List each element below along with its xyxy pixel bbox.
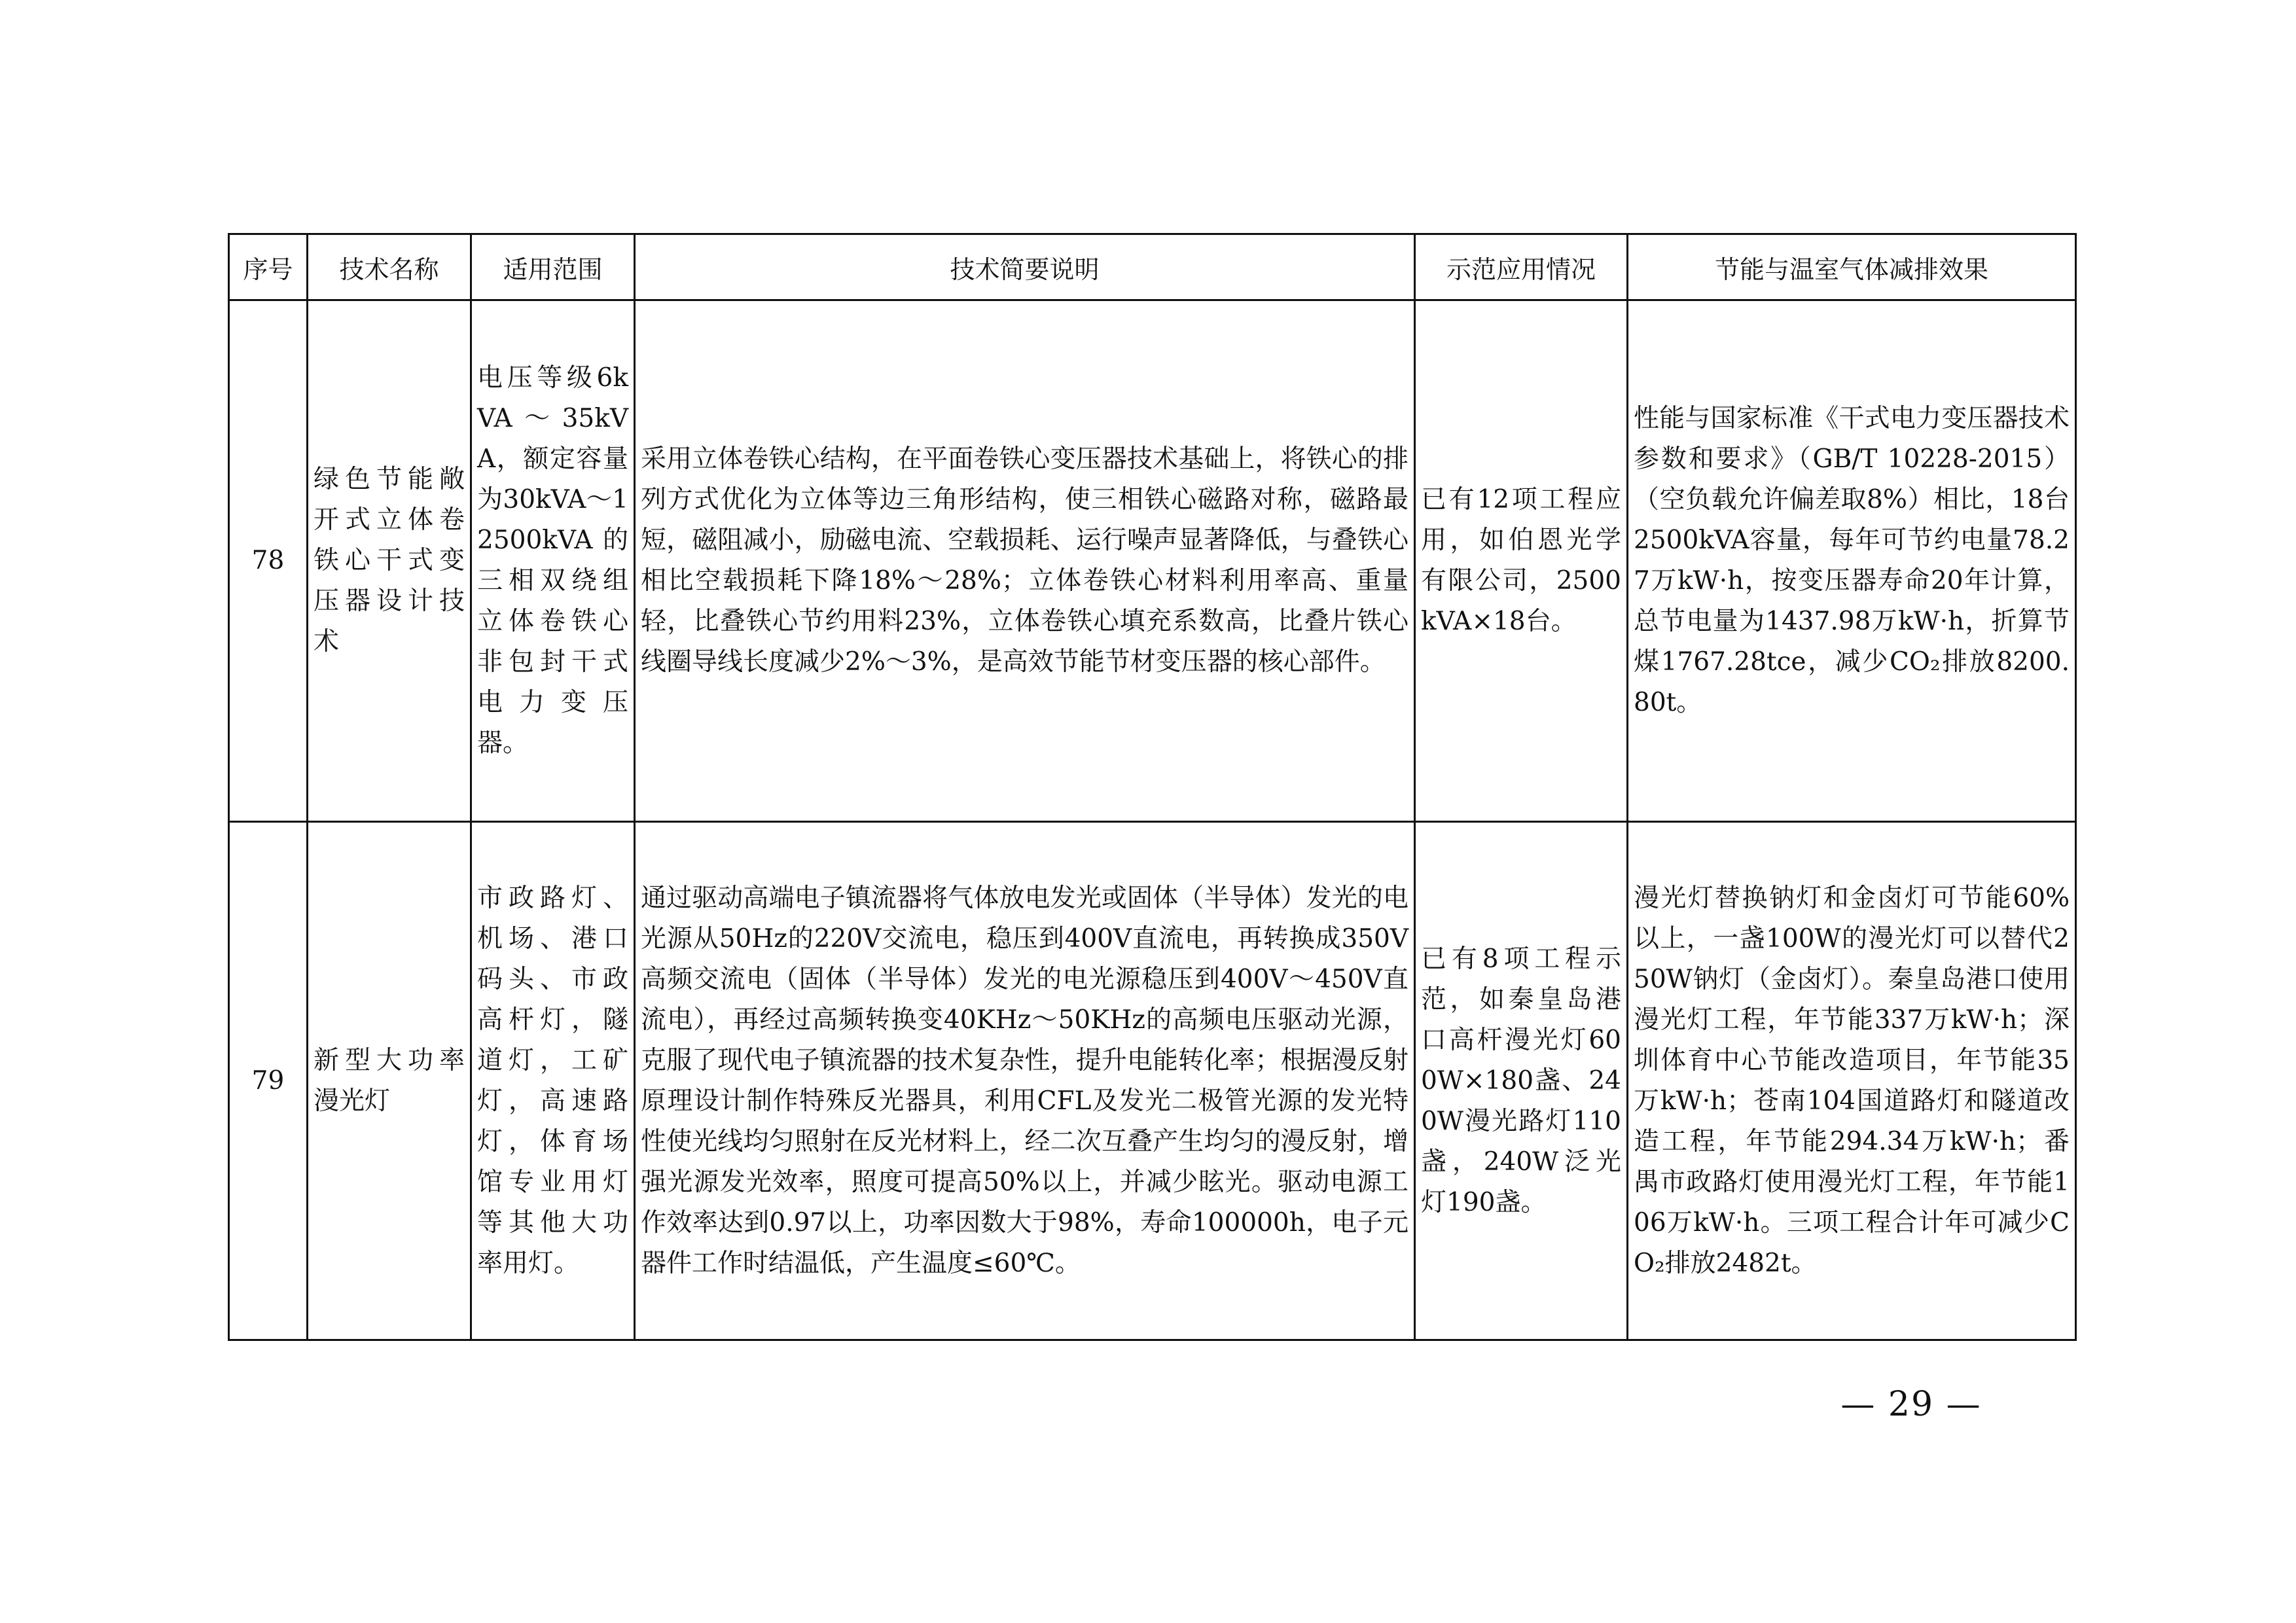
header-demonstration-application: 示范应用情况 — [1415, 234, 1628, 300]
row-technology-description — [635, 822, 1415, 1340]
row-energy-saving-effect — [1628, 300, 2076, 822]
row-serial-number — [229, 300, 308, 822]
table-header-row — [229, 234, 2076, 300]
cell-text: 通过驱动高端电子镇流器将气体放电发光或固体（半导体）发光的电光源从50Hz的220V交流电，稳压到400V直流电，再转换成350V高频交流电（固体（半导体）发光的电光源稳压到400V～450V直流电），再经过高频转换变40KHz～50KHz的高频电压驱动光源，克服了现代电子镇流器的技术复杂性，提升电能转化率；根据漫反射原理设计制作特殊反光器具，利用CFL及发光二极管光源的发光特性使光线均匀照射在反光材料上，经二次互叠产生均匀的漫反射，增强光源发光效率，照度可提高50%以上，并减少眩光。驱动电源工作效率达到0.97以上，功率因数大于98%，寿命100000h，电子元器件工作时结温低，产生温度≤60℃。 — [641, 883, 1408, 1278]
header-applicable-scope: 适用范围 — [471, 234, 635, 300]
cell-text: 新型大功率漫光灯 — [314, 1045, 465, 1116]
row-energy-saving-effect — [1628, 822, 2076, 1340]
cell-text: 性能与国家标准《干式电力变压器技术参数和要求》（GB/T 10228-2015）（空负载允许偏差取8%）相比，18台2500kVA容量，每年可节约电量78.27万kW·h，按变压器寿命20年计算，总节电量为1437.98万kW·h，折算节煤1767.28tce，减少CO₂排放8200.80t。 — [1634, 404, 2070, 717]
cell-text: 78 — [251, 546, 285, 575]
row-technology-description — [635, 300, 1415, 822]
row-demonstration-application — [1415, 300, 1628, 822]
row-technology-name — [308, 822, 471, 1340]
cell-text: 采用立体卷铁心结构，在平面卷铁心变压器技术基础上，将铁心的排列方式优化为立体等边三角形结构，使三相铁心磁路对称，磁路最短，磁阻减小，励磁电流、空载损耗、运行噪声显著降低，与叠铁心相比空载损耗下降18%～28%；立体卷铁心材料利用率高、重量轻，比叠铁心节约用料23%，立体卷铁心填充系数高，比叠片铁心线圈导线长度减少2%～3%，是高效节能节材变压器的核心部件。 — [641, 444, 1408, 677]
cell-text: 79 — [251, 1065, 285, 1096]
row-technology-name — [308, 300, 471, 822]
cell-text: 已有12项工程应用，如伯恩光学有限公司，2500kVA×18台。 — [1421, 485, 1621, 636]
row-applicable-scope — [471, 300, 635, 822]
technology-table — [228, 233, 2077, 1341]
cell-text: 绿色节能敞开式立体卷铁心干式变压器设计技术 — [314, 465, 465, 656]
cell-text: 电压等级6kVA～35kVA，额定容量为30kVA～12500kVA的三相双绕组立体卷铁心非包封干式电力变压器。 — [477, 363, 628, 758]
header-technology-description: 技术简要说明 — [635, 234, 1415, 300]
table-row — [229, 300, 2076, 822]
cell-text: 市政路灯、机场、港口码头、市政高杆灯，隧道灯，工矿灯，高速路灯，体育场馆专业用灯等其他大功率用灯。 — [477, 883, 628, 1278]
cell-text: 已有8项工程示范，如秦皇岛港口高杆漫光灯600W×180盏、240W漫光路灯110盏，240W泛光灯190盏。 — [1421, 944, 1621, 1217]
header-technology-name: 技术名称 — [308, 234, 471, 300]
row-demonstration-application — [1415, 822, 1628, 1340]
row-serial-number — [229, 822, 308, 1340]
header-energy-saving-effect: 节能与温室气体减排效果 — [1628, 234, 2076, 300]
page-number: — 29 — — [1840, 1385, 1982, 1424]
table-row — [229, 822, 2076, 1340]
cell-text: 漫光灯替换钠灯和金卤灯可节能60%以上，一盏100W的漫光灯可以替代250W钠灯（金卤灯）。秦皇岛港口使用漫光灯工程，年节能337万kW·h；深圳体育中心节能改造项目，年节能35万kW·h；苍南104国道路灯和隧道改造工程，年节能294.34万kW·h；番禺市政路灯使用漫光灯工程，年节能106万kW·h。三项工程合计年可减少CO₂排放2482t。 — [1634, 883, 2070, 1278]
header-serial-number: 序号 — [229, 234, 308, 300]
row-applicable-scope — [471, 822, 635, 1340]
